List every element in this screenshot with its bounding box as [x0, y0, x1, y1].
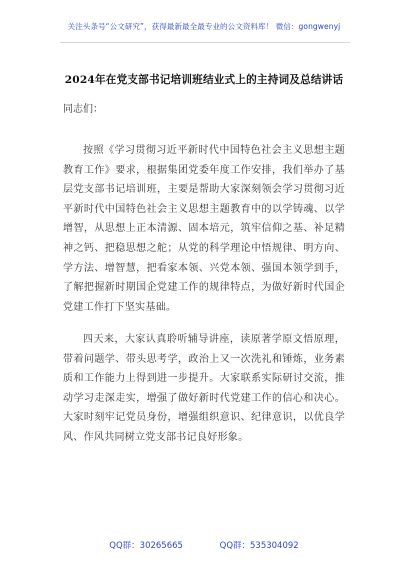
footer-qq-group-2: QQ群：535304092 — [219, 541, 299, 551]
header-divider — [60, 42, 350, 43]
paragraph-2: 四天来，大家认真聆听辅导讲座，读原著学原文悟原理，带着问题学、带头思考学，政治上又一次洗礼和锤炼，业务素质和工作能力上得到进一步提升。大家联系实际研讨交流，推动学习走深走实，增强了做好新时代党建工作的信心和决心。大家时刻牢记党员身份，增强组织意识、纪律意识，以优良学风、作风共同树立党支部书记良好形象。 — [63, 334, 345, 443]
document-title: 2024年在党支部书记培训班结业式上的主持词及总结讲话 — [64, 74, 344, 86]
header-banner: 关注头条号“公文研究”，获得最新最全最专业的公文资料库！ 微信：gongwenyj — [67, 22, 341, 31]
footer-contact — [0, 539, 408, 551]
footer-qq-group-1: QQ群：30265665 — [109, 541, 183, 551]
salutation: 同志们： — [63, 104, 103, 115]
paragraph-1: 按照《学习贯彻习近平新时代中国特色社会主义思想主题教育工作》要求，根据集团党委年度工作安排，我们举办了基层党支部书记培训班，主要是帮助大家深刻领会学习贯彻习近平新时代中国特色社会主义思想主题教育中的以学铸魂、以学增智，从思想上正本清源、固本培元，筑牢信仰之基、补足精神之钙、把稳思想之舵；从党的科学理论中悟规律、明方向、学方法、增智慧，把看家本领、兴党本领、强国本领学到手，了解把握新时期国企党建工作的规律特点，为做好新时代国企党建工作打下坚实基础。 — [63, 145, 345, 313]
